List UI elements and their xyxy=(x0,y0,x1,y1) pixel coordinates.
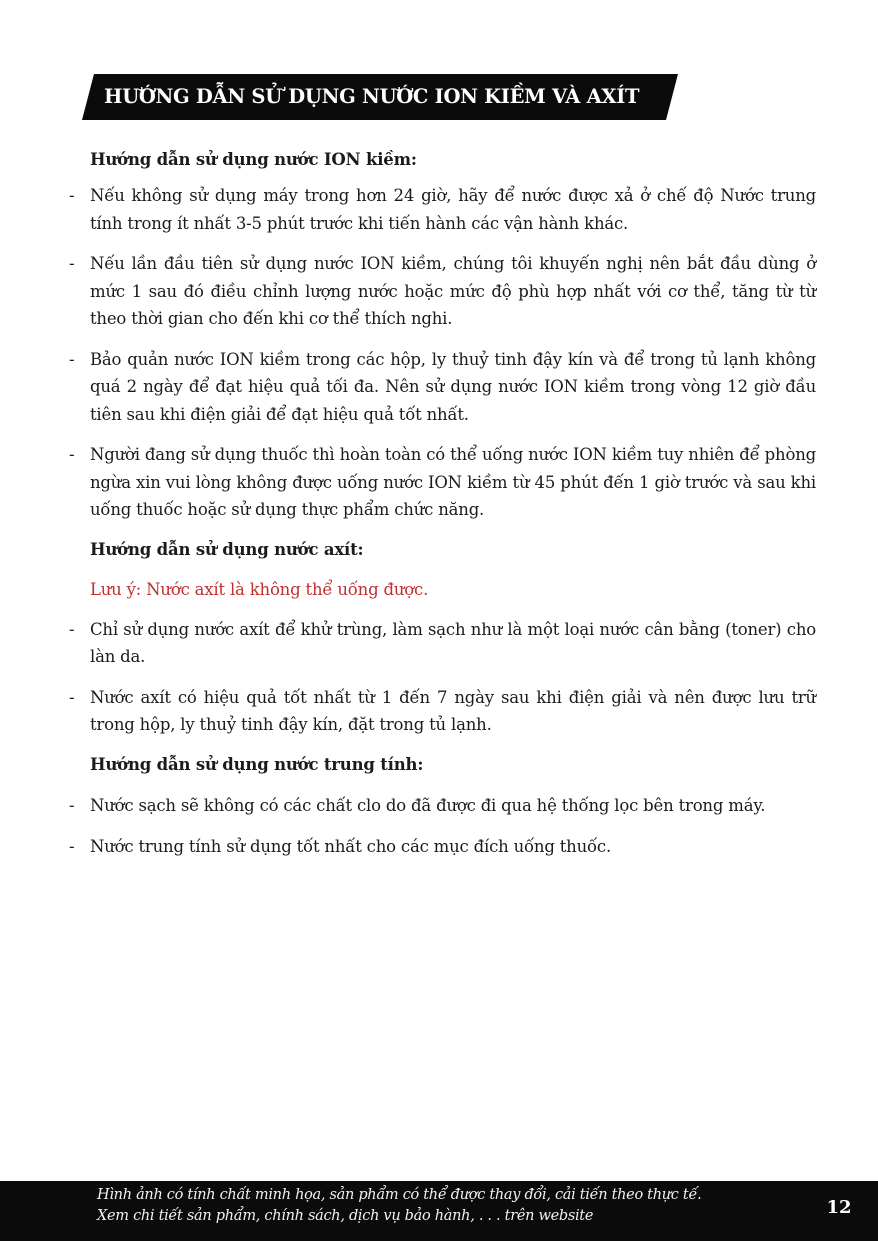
list-item xyxy=(66,787,816,825)
list-item xyxy=(66,441,816,524)
page-number: 12 xyxy=(826,1197,852,1218)
list-item-text: Bảo quản nước ION kiềm trong các hộp, ly thuỷ tinh đậy kín và để trong tủ lạnh không quá 2 ngày để đạt hiệu quả tối đa. Nên sử dụng nước ION kiềm trong vòng 12 giờ đầu tiên sau khi điện giải để đạt hiệu quả tốt nhất. xyxy=(90,349,816,424)
list-item-text: Nước trung tính sử dụng tốt nhất cho các mục đích uống thuốc. xyxy=(90,836,612,856)
bullet-dash: - xyxy=(69,619,75,639)
bullet-dash: - xyxy=(69,186,75,205)
list-item-text: Nước axít có hiệu quả tốt nhất từ 1 đến 7 ngày sau khi điện giải và nên được lưu trữ trong hộp, ly thuỷ tinh đậy kín, đặt trong tủ lạnh. xyxy=(90,687,816,734)
list-item-text: Người đang sử dụng thuốc thì hoàn toàn có thể uống nước ION kiềm tuy nhiên để phòng ngừa xin vui lòng không được uống nước ION kiềm từ 45 phút đến 1 giờ trước và sau khi uống thuốc hoặc sử dụng thực phẩm chức năng. xyxy=(90,445,816,519)
footer-line-1: Hình ảnh có tính chất minh họa, sản phẩm có thể được thay đổi, cải tiến theo thực tế. xyxy=(97,1187,702,1203)
bullet-dash: - xyxy=(69,795,75,815)
list-item-text: Nước sạch sẽ không có các chất clo do đã được đi qua hệ thống lọc bên trong máy. xyxy=(90,795,766,815)
acid-heading: Hướng dẫn sử dụng nước axít: xyxy=(90,539,364,559)
bullet-dash: - xyxy=(69,687,75,707)
alkaline-heading: Hướng dẫn sử dụng nước ION kiềm: xyxy=(90,150,417,169)
neutral-heading: Hướng dẫn sử dụng nước trung tính: xyxy=(90,754,424,774)
list-item xyxy=(66,684,816,739)
list-item xyxy=(66,346,816,429)
list-item xyxy=(66,616,816,671)
footer-disclaimer xyxy=(97,1185,777,1227)
list-item xyxy=(66,833,816,861)
bullet-dash: - xyxy=(69,836,75,856)
list-item-text: Nếu không sử dụng máy trong hơn 24 giờ, hãy để nước được xả ở chế độ Nước trung tính trong ít nhất 3-5 phút trước khi tiến hành các vận hành khác. xyxy=(90,186,816,233)
main-content xyxy=(66,146,816,860)
bullet-dash: - xyxy=(69,445,75,464)
list-item-text: Chỉ sử dụng nước axít để khử trùng, làm sạch như là một loại nước cân bằng (toner) cho làn da. xyxy=(90,619,816,666)
bullet-dash: - xyxy=(69,254,75,273)
list-item xyxy=(66,250,816,333)
acid-warning-note: Lưu ý: Nước axít là không thể uống được. xyxy=(90,579,429,599)
footer-line-2: Xem chi tiết sản phẩm, chính sách, dịch vụ bảo hành, . . . trên website xyxy=(97,1208,594,1224)
page-title: HƯỚNG DẪN SỬ DỤNG NƯỚC ION KIỀM VÀ AXÍT xyxy=(104,85,640,108)
bullet-dash: - xyxy=(69,349,75,369)
list-item-text: Nếu lần đầu tiên sử dụng nước ION kiềm, chúng tôi khuyến nghị nên bắt đầu dùng ở mức 1 sau đó điều chỉnh lượng nước hoặc mức độ phù hợp nhất với cơ thể, tăng từ từ theo thời gian cho đến khi cơ thể thích nghi. xyxy=(90,254,816,328)
list-item xyxy=(66,182,816,237)
